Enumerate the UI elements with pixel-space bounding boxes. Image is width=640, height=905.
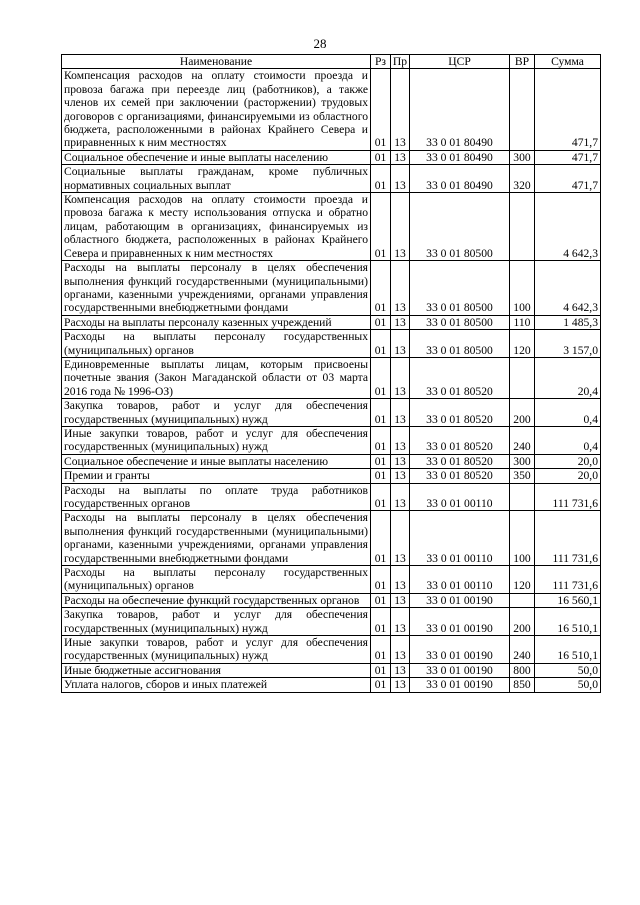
cell-sum: 4 642,3 [535, 193, 601, 261]
cell-sum: 16 560,1 [535, 593, 601, 607]
cell-vr: 800 [510, 663, 535, 677]
cell-name: Расходы на выплаты по оплате труда работников государственных органов [62, 483, 371, 511]
header-name: Наименование [62, 55, 371, 69]
cell-pr: 13 [391, 69, 410, 150]
cell-csr: 33 0 01 00190 [410, 678, 510, 692]
cell-pr: 13 [391, 357, 410, 398]
cell-pr: 13 [391, 566, 410, 594]
cell-vr: 850 [510, 678, 535, 692]
header-pr: Пр [391, 55, 410, 69]
cell-pr: 13 [391, 469, 410, 483]
cell-sum: 471,7 [535, 150, 601, 164]
cell-name: Расходы на выплаты персоналу казенных учреждений [62, 315, 371, 329]
cell-csr: 33 0 01 80500 [410, 261, 510, 316]
table-row [62, 593, 601, 607]
cell-vr [510, 483, 535, 511]
cell-rz: 01 [371, 454, 391, 468]
cell-csr: 33 0 01 80520 [410, 399, 510, 427]
table-row [62, 330, 601, 358]
cell-csr: 33 0 01 80520 [410, 454, 510, 468]
cell-pr: 13 [391, 663, 410, 677]
cell-vr: 320 [510, 165, 535, 193]
cell-csr: 33 0 01 00190 [410, 663, 510, 677]
cell-vr [510, 593, 535, 607]
cell-pr: 13 [391, 678, 410, 692]
cell-sum: 471,7 [535, 165, 601, 193]
cell-sum: 111 731,6 [535, 511, 601, 566]
cell-pr: 13 [391, 193, 410, 261]
cell-sum: 1 485,3 [535, 315, 601, 329]
cell-name: Социальное обеспечение и иные выплаты населению [62, 150, 371, 164]
table-row [62, 483, 601, 511]
cell-name: Уплата налогов, сборов и иных платежей [62, 678, 371, 692]
cell-vr: 110 [510, 315, 535, 329]
cell-csr: 33 0 01 80500 [410, 315, 510, 329]
cell-rz: 01 [371, 193, 391, 261]
table-row [62, 511, 601, 566]
cell-csr: 33 0 01 80520 [410, 357, 510, 398]
table-row [62, 636, 601, 664]
cell-name: Компенсация расходов на оплату стоимости проезда и провоза багажа при переезде лиц (работников), а также членов их семей при заключении (расторжении) трудовых договоров с организациями, финансируемыми из областного бюджета, расположенными в районах Крайнего Севера и приравненных к ним местностях [62, 69, 371, 150]
cell-csr: 33 0 01 80500 [410, 193, 510, 261]
cell-rz: 01 [371, 608, 391, 636]
table-row [62, 454, 601, 468]
budget-table [61, 54, 601, 693]
cell-pr: 13 [391, 399, 410, 427]
table-row [62, 357, 601, 398]
cell-csr: 33 0 01 80490 [410, 165, 510, 193]
table-row [62, 315, 601, 329]
header-rz: Рз [371, 55, 391, 69]
cell-rz: 01 [371, 261, 391, 316]
cell-sum: 50,0 [535, 663, 601, 677]
header-vr: ВР [510, 55, 535, 69]
cell-name: Расходы на выплаты персоналу государственных (муниципальных) органов [62, 330, 371, 358]
cell-name: Расходы на обеспечение функций государственных органов [62, 593, 371, 607]
cell-name: Иные бюджетные ассигнования [62, 663, 371, 677]
table-row [62, 426, 601, 454]
cell-name: Расходы на выплаты персоналу государственных (муниципальных) органов [62, 566, 371, 594]
cell-rz: 01 [371, 636, 391, 664]
cell-sum: 0,4 [535, 399, 601, 427]
cell-rz: 01 [371, 165, 391, 193]
cell-vr: 100 [510, 511, 535, 566]
cell-rz: 01 [371, 330, 391, 358]
cell-sum: 20,0 [535, 469, 601, 483]
cell-name: Иные закупки товаров, работ и услуг для обеспечения государственных (муниципальных) нужд [62, 426, 371, 454]
cell-name: Закупка товаров, работ и услуг для обеспечения государственных (муниципальных) нужд [62, 399, 371, 427]
cell-csr: 33 0 01 00190 [410, 636, 510, 664]
page-number: 28 [313, 36, 327, 51]
cell-sum: 3 157,0 [535, 330, 601, 358]
table-row [62, 608, 601, 636]
cell-vr [510, 357, 535, 398]
cell-pr: 13 [391, 608, 410, 636]
cell-name: Премии и гранты [62, 469, 371, 483]
cell-csr: 33 0 01 80520 [410, 469, 510, 483]
cell-sum: 0,4 [535, 426, 601, 454]
cell-sum: 471,7 [535, 69, 601, 150]
cell-name: Единовременные выплаты лицам, которым присвоены почетные звания (Закон Магаданской области от 03 марта 2016 года № 1996-ОЗ) [62, 357, 371, 398]
cell-vr: 240 [510, 426, 535, 454]
cell-pr: 13 [391, 511, 410, 566]
cell-pr: 13 [391, 165, 410, 193]
table-row [62, 663, 601, 677]
cell-pr: 13 [391, 593, 410, 607]
cell-name: Социальные выплаты гражданам, кроме публичных нормативных социальных выплат [62, 165, 371, 193]
cell-pr: 13 [391, 483, 410, 511]
cell-sum: 16 510,1 [535, 636, 601, 664]
cell-pr: 13 [391, 454, 410, 468]
cell-sum: 50,0 [535, 678, 601, 692]
table-row [62, 193, 601, 261]
cell-sum: 111 731,6 [535, 566, 601, 594]
cell-name: Компенсация расходов на оплату стоимости проезда и провоза багажа к месту использования отпуска и обратно лицам, работающим в организациях, финансируемых из областного бюджета, расположенных в районах Крайнего Севера и приравненных к ним местностях [62, 193, 371, 261]
cell-rz: 01 [371, 511, 391, 566]
cell-csr: 33 0 01 00110 [410, 511, 510, 566]
cell-rz: 01 [371, 69, 391, 150]
cell-rz: 01 [371, 593, 391, 607]
cell-vr: 300 [510, 454, 535, 468]
cell-pr: 13 [391, 636, 410, 664]
cell-csr: 33 0 01 80520 [410, 426, 510, 454]
cell-name: Иные закупки товаров, работ и услуг для обеспечения государственных (муниципальных) нужд [62, 636, 371, 664]
cell-sum: 4 642,3 [535, 261, 601, 316]
cell-csr: 33 0 01 00110 [410, 566, 510, 594]
cell-csr: 33 0 01 80490 [410, 69, 510, 150]
cell-pr: 13 [391, 330, 410, 358]
cell-csr: 33 0 01 80500 [410, 330, 510, 358]
cell-pr: 13 [391, 150, 410, 164]
cell-sum: 111 731,6 [535, 483, 601, 511]
cell-pr: 13 [391, 426, 410, 454]
table-row [62, 678, 601, 692]
cell-vr: 240 [510, 636, 535, 664]
cell-rz: 01 [371, 566, 391, 594]
cell-csr: 33 0 01 00110 [410, 483, 510, 511]
cell-rz: 01 [371, 150, 391, 164]
cell-vr [510, 193, 535, 261]
table-row [62, 566, 601, 594]
cell-rz: 01 [371, 663, 391, 677]
cell-sum: 16 510,1 [535, 608, 601, 636]
cell-sum: 20,4 [535, 357, 601, 398]
cell-sum: 20,0 [535, 454, 601, 468]
cell-vr: 200 [510, 399, 535, 427]
cell-pr: 13 [391, 261, 410, 316]
cell-csr: 33 0 01 00190 [410, 593, 510, 607]
cell-vr: 100 [510, 261, 535, 316]
cell-vr: 350 [510, 469, 535, 483]
cell-rz: 01 [371, 678, 391, 692]
cell-name: Расходы на выплаты персоналу в целях обеспечения выполнения функций государственными (муниципальными) органами, казенными учреждениями, органами управления государственными внебюджетными фондами [62, 261, 371, 316]
cell-rz: 01 [371, 469, 391, 483]
cell-csr: 33 0 01 80490 [410, 150, 510, 164]
cell-rz: 01 [371, 357, 391, 398]
cell-vr: 120 [510, 566, 535, 594]
cell-name: Социальное обеспечение и иные выплаты населению [62, 454, 371, 468]
cell-name: Закупка товаров, работ и услуг для обеспечения государственных (муниципальных) нужд [62, 608, 371, 636]
cell-rz: 01 [371, 483, 391, 511]
table-row [62, 165, 601, 193]
cell-vr: 300 [510, 150, 535, 164]
cell-vr: 120 [510, 330, 535, 358]
header-sum: Сумма [535, 55, 601, 69]
cell-rz: 01 [371, 399, 391, 427]
table-row [62, 69, 601, 150]
table-header-row [62, 55, 601, 69]
cell-vr [510, 69, 535, 150]
cell-pr: 13 [391, 315, 410, 329]
table-row [62, 150, 601, 164]
table-row [62, 469, 601, 483]
cell-csr: 33 0 01 00190 [410, 608, 510, 636]
table-row [62, 261, 601, 316]
cell-rz: 01 [371, 315, 391, 329]
cell-vr: 200 [510, 608, 535, 636]
cell-name: Расходы на выплаты персоналу в целях обеспечения выполнения функций государственными (муниципальными) органами, казенными учреждениями, органами управления государственными внебюджетными фондами [62, 511, 371, 566]
header-csr: ЦСР [410, 55, 510, 69]
cell-rz: 01 [371, 426, 391, 454]
table-row [62, 399, 601, 427]
